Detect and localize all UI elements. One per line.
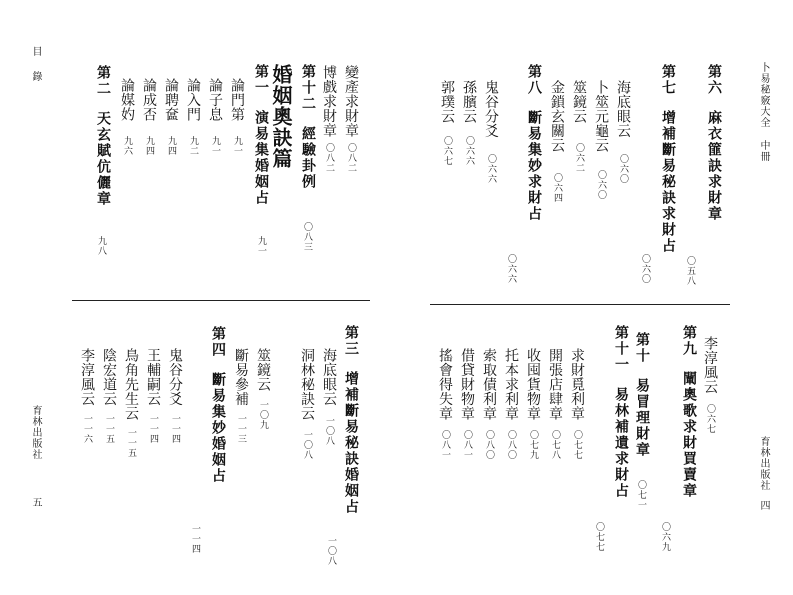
toc-page-number: 〇六六 (486, 154, 496, 184)
toc-page-number: 一〇八 (302, 430, 312, 460)
left-publisher: 育林出版社 (30, 405, 41, 460)
toc-page-number: 一一三 (236, 414, 246, 444)
toc-entry: 卜筮元龜云 (593, 80, 609, 153)
toc-entry: 郭璞云 (439, 80, 455, 124)
toc-heading: 第七增補斷易秘訣求財占 (660, 64, 676, 254)
toc-page-number: 九一 (210, 136, 220, 156)
toc-page-number: 〇六七 (705, 404, 715, 434)
toc-page-number: 一一四 (190, 524, 200, 554)
toc-page-number: 九六 (122, 136, 132, 156)
toc-entry: 借貸財物章 (459, 348, 475, 421)
toc-entry: 索取債利章 (481, 348, 497, 421)
toc-page-number: 〇八〇 (484, 430, 494, 460)
toc-page-number: 〇七七 (594, 522, 604, 552)
toc-entry: 求財覓利章 (569, 348, 585, 421)
toc-entry: 搖會得失章 (437, 348, 453, 421)
left-running-head: 目 錄 (30, 46, 41, 83)
toc-page-number: 一一六 (82, 414, 92, 444)
toc-page-number: 一一五 (126, 428, 136, 458)
toc-page-number: 一〇八 (324, 416, 334, 446)
toc-page-number: 一〇八 (326, 536, 336, 566)
toc-page-number: 〇六〇 (596, 170, 606, 200)
toc-page-number: 九一 (232, 136, 242, 156)
toc-page-number: 一〇九 (258, 400, 268, 430)
toc-entry: 收囤貨物章 (525, 348, 541, 421)
toc-page-number: 一一五 (104, 414, 114, 444)
toc-page-number: 〇五八 (685, 256, 695, 286)
toc-entry: 孫臏云 (461, 80, 477, 124)
right-publisher: 育林出版社 (758, 436, 769, 491)
toc-page-number: 〇八〇 (506, 430, 516, 460)
left-page-number: 五 (30, 497, 41, 508)
toc-page-number: 〇八二 (346, 143, 356, 173)
toc-heading: 第二天玄賦伉儷章 (95, 65, 111, 207)
toc-page-number: 〇八一 (440, 430, 450, 460)
toc-entry: 論聘奩 (163, 78, 179, 122)
divider-rule (72, 300, 370, 301)
toc-heading: 第十二經驗卦例 (300, 64, 316, 190)
toc-entry: 論媒妁 (119, 78, 135, 122)
toc-entry: 鬼谷分爻 (483, 80, 499, 138)
section-title: 婚姻奧訣篇 (269, 64, 293, 169)
toc-page-number: 九一 (256, 236, 266, 256)
toc-page-number: 一一四 (148, 414, 158, 444)
divider-rule (430, 304, 730, 305)
toc-entry: 李淳風云 (702, 336, 718, 394)
right-running-head: 卜易秘竅大全 中冊 (758, 62, 769, 162)
toc-entry: 論子息 (207, 78, 223, 122)
toc-entry: 博戲求財章 (321, 65, 337, 138)
toc-page-number: 〇六七 (442, 136, 452, 166)
toc-heading: 第四斷易集妙婚姻占 (210, 326, 226, 484)
toc-entry: 鬼谷分爻 (167, 348, 183, 406)
toc-page-number: 〇六二 (574, 143, 584, 173)
toc-page-number: 〇六〇 (618, 154, 628, 184)
toc-page-number: 〇八三 (302, 222, 312, 252)
right-page-number: 四 (758, 500, 769, 511)
toc-page-number: 九四 (144, 136, 154, 156)
toc-page-number: 〇七一 (636, 480, 646, 510)
toc-entry: 論成否 (141, 78, 157, 122)
toc-page-number: 〇七八 (550, 430, 560, 460)
toc-page-number: 一一四 (170, 414, 180, 444)
toc-page-number: 〇六六 (464, 136, 474, 166)
toc-entry: 斷易參補 (233, 348, 249, 406)
toc-page-number: 〇八一 (462, 430, 472, 460)
toc-entry: 鳥角先生云 (123, 348, 139, 421)
toc-entry: 筮鏡云 (571, 80, 587, 124)
toc-entry: 王輔嗣云 (145, 348, 161, 406)
toc-heading: 第九闡奧歌求財買賣章 (681, 325, 697, 499)
toc-entry: 洞林秘訣云 (299, 348, 315, 421)
toc-entry: 海底眼云 (615, 80, 631, 138)
toc-heading: 第一演易集婚姻占 (253, 64, 269, 206)
toc-entry: 筮鏡云 (255, 348, 271, 392)
toc-page-number: 〇六四 (552, 173, 562, 203)
toc-page-number: 九二 (188, 136, 198, 156)
toc-page-number: 〇八二 (324, 143, 334, 173)
toc-page-number: 九四 (166, 136, 176, 156)
toc-entry: 托本求利章 (503, 348, 519, 421)
toc-heading: 第六麻衣篚訣求財章 (706, 64, 722, 222)
toc-entry: 李淳風云 (79, 348, 95, 406)
toc-entry: 海底眼云 (321, 348, 337, 406)
toc-entry: 開張店肆章 (547, 348, 563, 421)
toc-heading: 第三增補斷易秘訣婚姻占 (343, 325, 359, 515)
toc-page-number: 〇七七 (572, 430, 582, 460)
toc-heading: 第十一易林補遺求財占 (613, 325, 629, 499)
toc-entry: 金鎖玄關云 (549, 80, 565, 153)
toc-entry: 變產求財章 (343, 65, 359, 138)
toc-entry: 論入門 (185, 78, 201, 122)
toc-page-number: 〇六六 (506, 254, 516, 284)
toc-heading: 第十易冒理財章 (634, 332, 650, 458)
toc-heading: 第八斷易集妙求財占 (526, 64, 542, 222)
toc-page-number: 〇七九 (528, 430, 538, 460)
toc-page-number: 九八 (96, 236, 106, 256)
toc-entry: 論門第 (229, 78, 245, 122)
toc-entry: 陰宏道云 (101, 348, 117, 406)
toc-page-number: 〇六〇 (640, 254, 650, 284)
toc-page-number: 〇六九 (660, 522, 670, 552)
